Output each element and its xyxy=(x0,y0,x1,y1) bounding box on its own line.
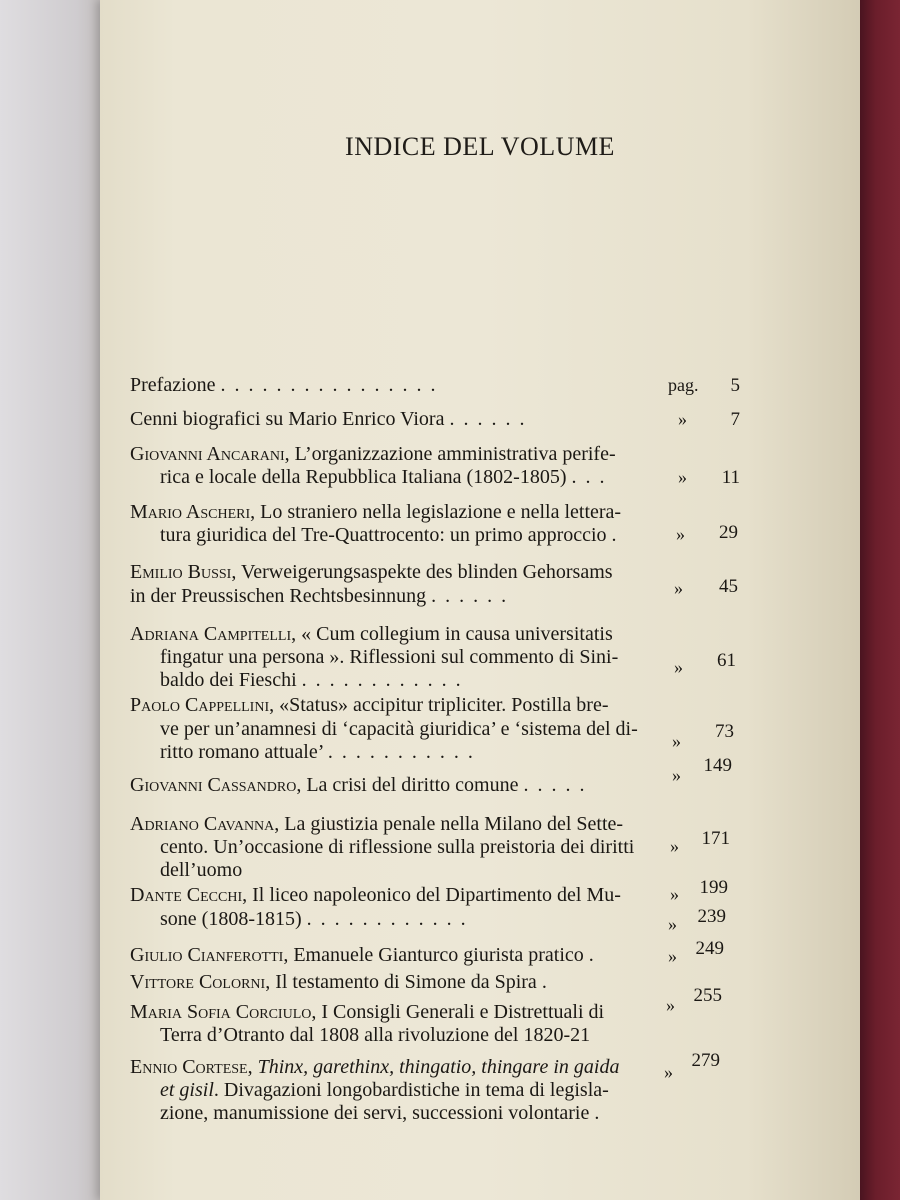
book-cover-edge xyxy=(860,0,900,1200)
entry-title-cont: baldo dei Fieschi xyxy=(160,669,297,691)
author-name: Paolo Cappellini xyxy=(130,694,270,716)
entry-title-cont: ritto romano attuale’ xyxy=(160,741,323,763)
toc-entry-ancarani-cont xyxy=(130,465,690,489)
entry-title-cont: cento. Un’occasione di riflessione sulla preistoria dei diritti xyxy=(160,836,635,858)
leader-dots: . xyxy=(594,1102,602,1124)
entry-title-cont: Terra d’Otranto dal 1808 alla rivoluzione del 1820-21 xyxy=(160,1024,591,1046)
entry-title: , I Consigli Generali e Distrettuali di xyxy=(311,1001,605,1023)
ditto-mark: » xyxy=(668,914,677,934)
toc-entry-cecchi xyxy=(130,883,660,907)
page-number: 29 xyxy=(719,522,738,543)
leader-dots: . . . . . . . . . . . xyxy=(327,741,475,763)
page-number: 73 xyxy=(715,721,734,742)
entry-title: , « Cum collegium in causa universitatis xyxy=(291,623,613,645)
toc-entry-cappellini-cont2 xyxy=(130,740,690,764)
background-left xyxy=(0,0,110,1200)
toc-entry-cenni xyxy=(130,407,660,431)
author-name: Maria Sofia Corciulo xyxy=(130,1001,312,1023)
page-number: 11 xyxy=(721,467,740,488)
ditto-mark: » xyxy=(678,409,687,429)
page-number: 61 xyxy=(717,650,736,671)
author-name: Giovanni Cassandro xyxy=(130,774,297,796)
toc-entry-cavanna-cont xyxy=(130,835,690,859)
page-label: pag. xyxy=(668,375,699,395)
entry-title: , Verweigerungsaspekte des blinden Gehorsams xyxy=(231,561,613,583)
ditto-mark: » xyxy=(672,765,681,785)
ditto-mark: » xyxy=(674,578,683,598)
toc-entry-campitelli xyxy=(130,622,660,646)
toc-entry-cappellini xyxy=(130,693,660,717)
toc-entry-cappellini-cont xyxy=(130,717,690,741)
page-number: 249 xyxy=(695,938,724,959)
entry-title: , L’organizzazione amministrativa perife- xyxy=(284,443,616,465)
entry-title: Cenni biografici su Mario Enrico Viora xyxy=(130,408,445,430)
leader-dots: . . . . . . . . . . . . . . . . xyxy=(220,374,438,396)
entry-title: , La giustizia penale nella Milano del Sette- xyxy=(274,813,624,835)
toc-entry-cortese-cont xyxy=(130,1078,690,1102)
entry-title-cont: ve per un’anamnesi di ‘capacità giuridica’ e ‘sistema del di- xyxy=(160,718,638,740)
toc-entry-ancarani xyxy=(130,442,660,466)
toc-entry-bussi-cont xyxy=(130,584,660,608)
entry-title-cont: sone (1808-1815) xyxy=(160,908,302,930)
author-name: Ennio Cortese xyxy=(130,1056,248,1078)
ditto-mark: » xyxy=(676,524,685,544)
page-number: 171 xyxy=(701,828,730,849)
page-number: 5 xyxy=(730,375,740,396)
leader-dots: . . . . . . xyxy=(431,585,509,607)
entry-title: , «Status» accipitur tripliciter. Postilla bre- xyxy=(269,694,609,716)
entry-title-cont: tura giuridica del Tre-Quattrocento: un primo approccio xyxy=(160,524,607,546)
toc-entry-cortese-cont2 xyxy=(130,1101,690,1125)
leader-dots: . xyxy=(588,944,596,966)
toc-entry-cianferotti xyxy=(130,943,660,967)
toc-entry-prefazione xyxy=(130,373,660,397)
entry-title-cont: fingatur una persona ». Riflessioni sul commento di Sini- xyxy=(160,646,619,668)
toc-entry-corciulo xyxy=(130,1000,660,1024)
toc-entry-cavanna xyxy=(130,812,660,836)
toc-entry-campitelli-cont xyxy=(130,645,690,669)
page-title: INDICE DEL VOLUME xyxy=(345,132,615,161)
leader-dots: . . . xyxy=(571,466,607,488)
toc-entry-cavanna-cont2 xyxy=(130,858,690,882)
entry-title: , xyxy=(247,1056,258,1078)
entry-title-italic: Thinx, garethinx, thingatio, thingare in gaida xyxy=(257,1056,620,1078)
page-number: 45 xyxy=(719,576,738,597)
page-number: 199 xyxy=(699,877,728,898)
author-name: Giovanni Ancarani xyxy=(130,443,285,465)
entry-title: , Il liceo napoleonico del Dipartimento del Mu- xyxy=(242,884,621,906)
toc-entry-corciulo-cont xyxy=(130,1023,690,1047)
entry-title-cont: rica e locale della Repubblica Italiana (1802-1805) xyxy=(160,466,567,488)
toc-entry-ascheri-cont xyxy=(130,523,690,547)
leader-dots: . . . . . . . . . . . . xyxy=(301,669,463,691)
toc-entry-colorni xyxy=(130,970,660,994)
author-name: Adriano Cavanna xyxy=(130,813,275,835)
toc-entry-ascheri xyxy=(130,500,660,524)
toc-entry-bussi xyxy=(130,560,660,584)
page-number: 255 xyxy=(693,985,722,1006)
leader-dots: . xyxy=(541,971,549,993)
ditto-mark: » xyxy=(670,836,679,856)
entry-title-cont: in der Preussischen Rechtsbesinnung xyxy=(130,585,427,607)
leader-dots: . xyxy=(611,524,619,546)
entry-title-cont: dell’uomo xyxy=(160,859,243,881)
toc-entry-cassandro xyxy=(130,773,660,797)
entry-title: , Il testamento di Simone da Spira xyxy=(265,971,537,993)
page-number: 279 xyxy=(691,1050,720,1071)
entry-title: Prefazione xyxy=(130,374,216,396)
page-number: 149 xyxy=(703,755,732,776)
ditto-mark: » xyxy=(672,731,681,751)
author-name: Adriana Campitelli xyxy=(130,623,292,645)
ditto-mark: » xyxy=(678,467,687,487)
toc-entry-campitelli-cont2 xyxy=(130,668,690,692)
ditto-mark: » xyxy=(674,657,683,677)
entry-title-italic: et gisil xyxy=(160,1079,214,1101)
ditto-mark: » xyxy=(670,884,679,904)
author-name: Giulio Cianferotti xyxy=(130,944,284,966)
toc-entry-cortese xyxy=(130,1055,660,1079)
entry-title-cont: zione, manumissione dei servi, successioni volontarie xyxy=(160,1102,590,1124)
leader-dots: . . . . . xyxy=(523,774,587,796)
leader-dots: . . . . . . xyxy=(449,408,527,430)
page-number: 7 xyxy=(730,409,740,430)
entry-title: , Emanuele Gianturco giurista pratico xyxy=(283,944,584,966)
author-name: Vittore Colorni xyxy=(130,971,266,993)
toc-entry-cecchi-cont xyxy=(130,907,690,931)
author-name: Emilio Bussi xyxy=(130,561,232,583)
ditto-mark: » xyxy=(664,1062,673,1082)
page-number: 239 xyxy=(697,906,726,927)
entry-title: , Lo straniero nella legislazione e nella lettera- xyxy=(250,501,622,523)
leader-dots: . . . . . . . . . . . . xyxy=(306,908,468,930)
ditto-mark: » xyxy=(666,995,675,1015)
entry-title: , La crisi del diritto comune xyxy=(296,774,519,796)
entry-title-cont: . Divagazioni longobardistiche in tema di legisla- xyxy=(213,1079,609,1101)
ditto-mark: » xyxy=(668,946,677,966)
author-name: Dante Cecchi xyxy=(130,884,243,906)
author-name: Mario Ascheri xyxy=(130,501,251,523)
